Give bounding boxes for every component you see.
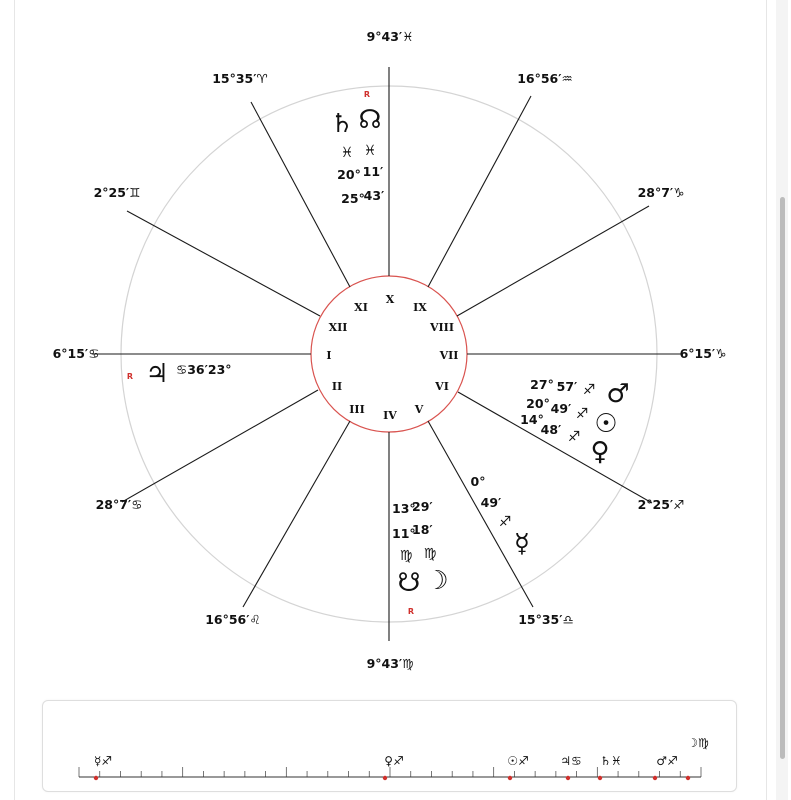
cusp-label-x: 9°43′♓ bbox=[366, 29, 414, 44]
cusp-label-v: 15°35′♎ bbox=[518, 612, 574, 627]
south-node-min: 18′ bbox=[412, 522, 433, 537]
planet-group-lower-right bbox=[471, 474, 530, 559]
moon-deg: 13° bbox=[392, 501, 416, 516]
cusp-label-i: 6°15′♋ bbox=[52, 346, 100, 361]
cusp-line-xii bbox=[127, 211, 320, 316]
saturn-sign: ♓ bbox=[340, 145, 354, 161]
house-numerals bbox=[326, 293, 458, 422]
cusp-label-vii: 6°15′♑ bbox=[679, 346, 727, 361]
retrograde-mark-south-node: R bbox=[407, 607, 415, 616]
cusp-label-iii: 16°56′♌ bbox=[205, 612, 261, 627]
saturn-glyph[interactable]: ♄ bbox=[330, 109, 354, 139]
cusp-label-ii: 28°7′♋ bbox=[95, 497, 143, 512]
house-numeral-viii: VIII bbox=[430, 321, 454, 334]
timeline-dots bbox=[94, 776, 690, 780]
mars-deg: 27° bbox=[530, 377, 554, 392]
mercury-min: 49′ bbox=[480, 495, 502, 510]
planet-group-top bbox=[330, 90, 384, 206]
timeline-dot-mars bbox=[653, 776, 657, 780]
house-numeral-xii: XII bbox=[328, 321, 348, 334]
north-node-glyph[interactable]: ☊ bbox=[358, 105, 382, 135]
cusp-label-iv: 9°43′♍ bbox=[366, 656, 414, 671]
cusp-label-xi: 15°35′♈ bbox=[212, 71, 268, 86]
mercury-glyph[interactable]: ☿ bbox=[514, 529, 530, 559]
jupiter-position: ♋36′23° bbox=[176, 362, 232, 377]
venus-glyph[interactable]: ♀ bbox=[590, 437, 610, 467]
house-numeral-iii: III bbox=[349, 403, 365, 416]
mars-sign: ♐ bbox=[582, 382, 596, 398]
south-node-deg: 11° bbox=[392, 526, 416, 541]
timeline-marker-saturn[interactable]: ♄♓ bbox=[600, 754, 622, 768]
timeline-marker-venus[interactable]: ♀♐ bbox=[384, 754, 404, 768]
venus-min: 48′ bbox=[540, 422, 562, 437]
house-numeral-x: X bbox=[385, 293, 395, 306]
sun-sign: ♐ bbox=[575, 406, 589, 422]
south-node-sign: ♍ bbox=[399, 548, 413, 564]
saturn-min: 20° bbox=[337, 167, 361, 182]
sun-deg: 20° bbox=[526, 396, 550, 411]
timeline-marker-jupiter[interactable]: ♃♋ bbox=[560, 754, 582, 768]
timeline-dot-saturn bbox=[598, 776, 602, 780]
moon-sign: ♍ bbox=[423, 546, 437, 562]
venus-deg: 14° bbox=[520, 412, 544, 427]
timeline-ruler bbox=[43, 701, 736, 791]
retrograde-mark-north-node: R bbox=[363, 90, 371, 99]
timeline-marker-sun[interactable]: ☉♐ bbox=[507, 754, 529, 768]
jupiter-glyph[interactable]: ♃ bbox=[145, 359, 169, 389]
south-node-glyph[interactable]: ☋ bbox=[397, 568, 421, 598]
cusp-line-iii bbox=[243, 421, 350, 607]
house-numeral-ix: IX bbox=[413, 301, 427, 314]
cusp-label-viii: 28°7′♑ bbox=[637, 185, 685, 200]
mars-min: 57′ bbox=[556, 379, 578, 394]
north-node-min: 11′ bbox=[362, 164, 384, 179]
house-numeral-i: I bbox=[326, 349, 332, 362]
timeline-dot-moon bbox=[686, 776, 690, 780]
mercury-sign: ♐ bbox=[498, 514, 512, 530]
timeline-card bbox=[42, 700, 737, 792]
venus-sign: ♐ bbox=[567, 429, 581, 445]
timeline-marker-mercury[interactable]: ☿♐ bbox=[93, 754, 113, 768]
house-numeral-ii: II bbox=[331, 380, 343, 393]
house-numeral-v: V bbox=[414, 403, 424, 416]
north-node-sign: ♓ bbox=[363, 143, 377, 159]
house-numeral-vi: VI bbox=[435, 380, 449, 393]
timeline-dot-sun bbox=[508, 776, 512, 780]
mars-glyph[interactable]: ♂ bbox=[606, 379, 630, 409]
timeline-dot-jupiter bbox=[566, 776, 570, 780]
cusp-label-ix: 16°56′♒ bbox=[517, 71, 573, 86]
cusp-label-vi: 2°25′♐ bbox=[637, 497, 685, 512]
planet-group-bottom bbox=[392, 499, 449, 616]
cusp-line-ii bbox=[122, 390, 318, 502]
cusp-line-ix bbox=[428, 96, 531, 287]
mercury-deg: 0° bbox=[470, 474, 486, 489]
cusp-line-viii bbox=[457, 206, 649, 316]
cusp-lines bbox=[92, 67, 682, 641]
sun-glyph[interactable]: ☉ bbox=[594, 409, 618, 439]
cusp-label-xii: 2°25′♊ bbox=[93, 185, 141, 200]
moon-glyph[interactable]: ☽ bbox=[425, 566, 449, 596]
timeline-ticks bbox=[79, 767, 701, 777]
house-numeral-vii: VII bbox=[439, 349, 459, 362]
planet-group-right bbox=[520, 377, 629, 467]
timeline-dot-venus bbox=[383, 776, 387, 780]
timeline-dot-mercury bbox=[94, 776, 98, 780]
retrograde-mark-jupiter: R bbox=[126, 372, 134, 381]
planet-group-left bbox=[127, 359, 232, 389]
timeline-marker-moon[interactable]: ☽♍ bbox=[687, 736, 709, 750]
moon-min: 29′ bbox=[412, 499, 433, 514]
saturn-deg-min: 43′ bbox=[363, 188, 385, 203]
saturn-deg: 25° bbox=[341, 191, 365, 206]
house-numeral-xi: XI bbox=[354, 301, 368, 314]
sun-min: 49′ bbox=[550, 401, 572, 416]
house-numeral-iv: IV bbox=[383, 409, 397, 422]
timeline-marker-mars[interactable]: ♂♐ bbox=[656, 754, 678, 768]
